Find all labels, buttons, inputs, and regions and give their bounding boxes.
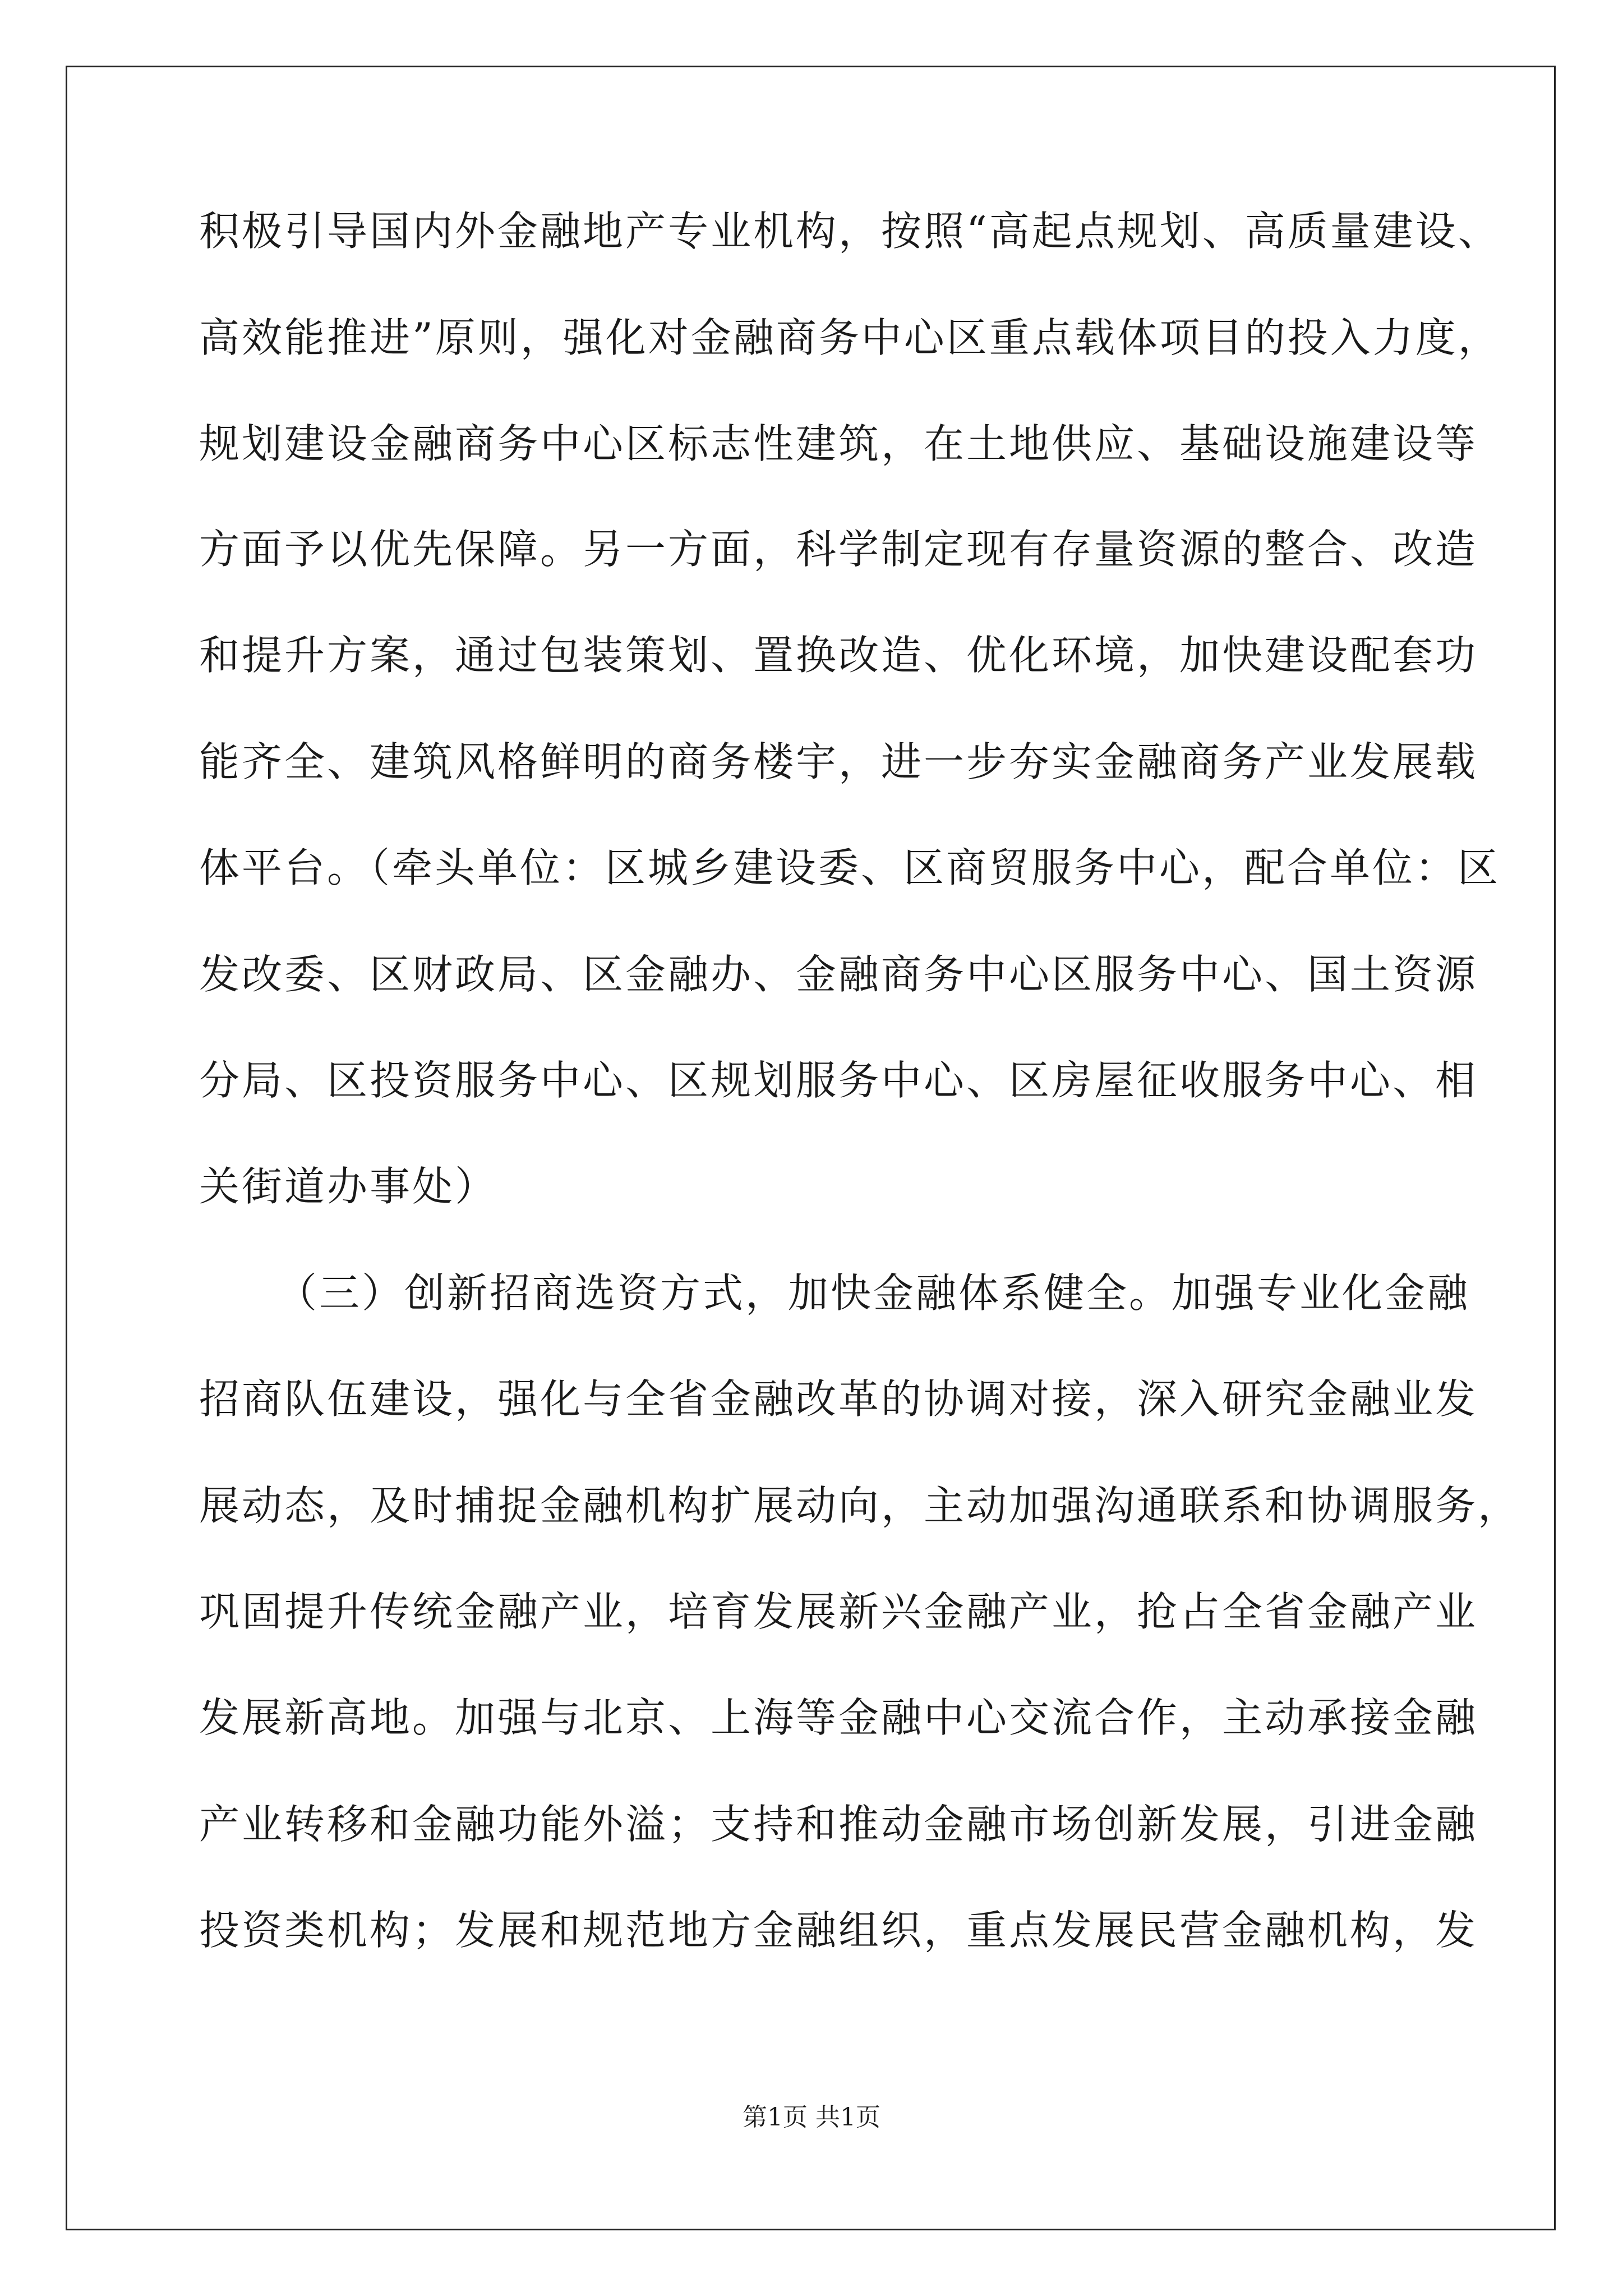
text-line: 高效能推进”原则，强化对金融商务中心区重点载体项目的投入力度， (199, 314, 1501, 361)
text-line: 能齐全、建筑风格鲜明的商务楼宇，进一步夯实金融商务产业发展载 (199, 738, 1478, 785)
text-line: 体平台。（牵头单位：区城乡建设委、区商贸服务中心，配合单位：区 (199, 844, 1501, 891)
page-number-footer: 第1页 共1页 (743, 2103, 880, 2132)
text-line: 分局、区投资服务中心、区规划服务中心、区房屋征收服务中心、相 (199, 1057, 1478, 1104)
text-line: 积极引导国内外金融地产专业机构，按照“高起点规划、高质量建设、 (199, 208, 1501, 255)
text-line: 和提升方案，通过包装策划、置换改造、优化环境，加快建设配套功 (199, 632, 1478, 679)
text-line: 规划建设金融商务中心区标志性建筑，在土地供应、基础设施建设等 (199, 420, 1478, 467)
text-line: 投资类机构；发展和规范地方金融组织，重点发展民营金融机构，发 (199, 1907, 1478, 1954)
text-line: 方面予以优先保障。另一方面，科学制定现有存量资源的整合、改造 (199, 526, 1478, 573)
text-line: 发展新高地。加强与北京、上海等金融中心交流合作，主动承接金融 (199, 1694, 1478, 1741)
text-line: 关街道办事处） (199, 1163, 498, 1210)
text-line: 发改委、区财政局、区金融办、金融商务中心区服务中心、国土资源 (199, 951, 1478, 998)
text-line: 巩固提升传统金融产业，培育发展新兴金融产业，抢占全省金融产业 (199, 1588, 1478, 1635)
text-line: 产业转移和金融功能外溢；支持和推动金融市场创新发展，引进金融 (199, 1801, 1478, 1848)
paragraph-start-line: （三）创新招商选资方式，加快金融体系健全。加强专业化金融 (276, 1269, 1470, 1317)
text-line: 展动态，及时捕捉金融机构扩展动向，主动加强沟通联系和协调服务， (199, 1482, 1521, 1529)
text-line: 招商队伍建设，强化与全省金融改革的协调对接，深入研究金融业发 (199, 1375, 1478, 1423)
